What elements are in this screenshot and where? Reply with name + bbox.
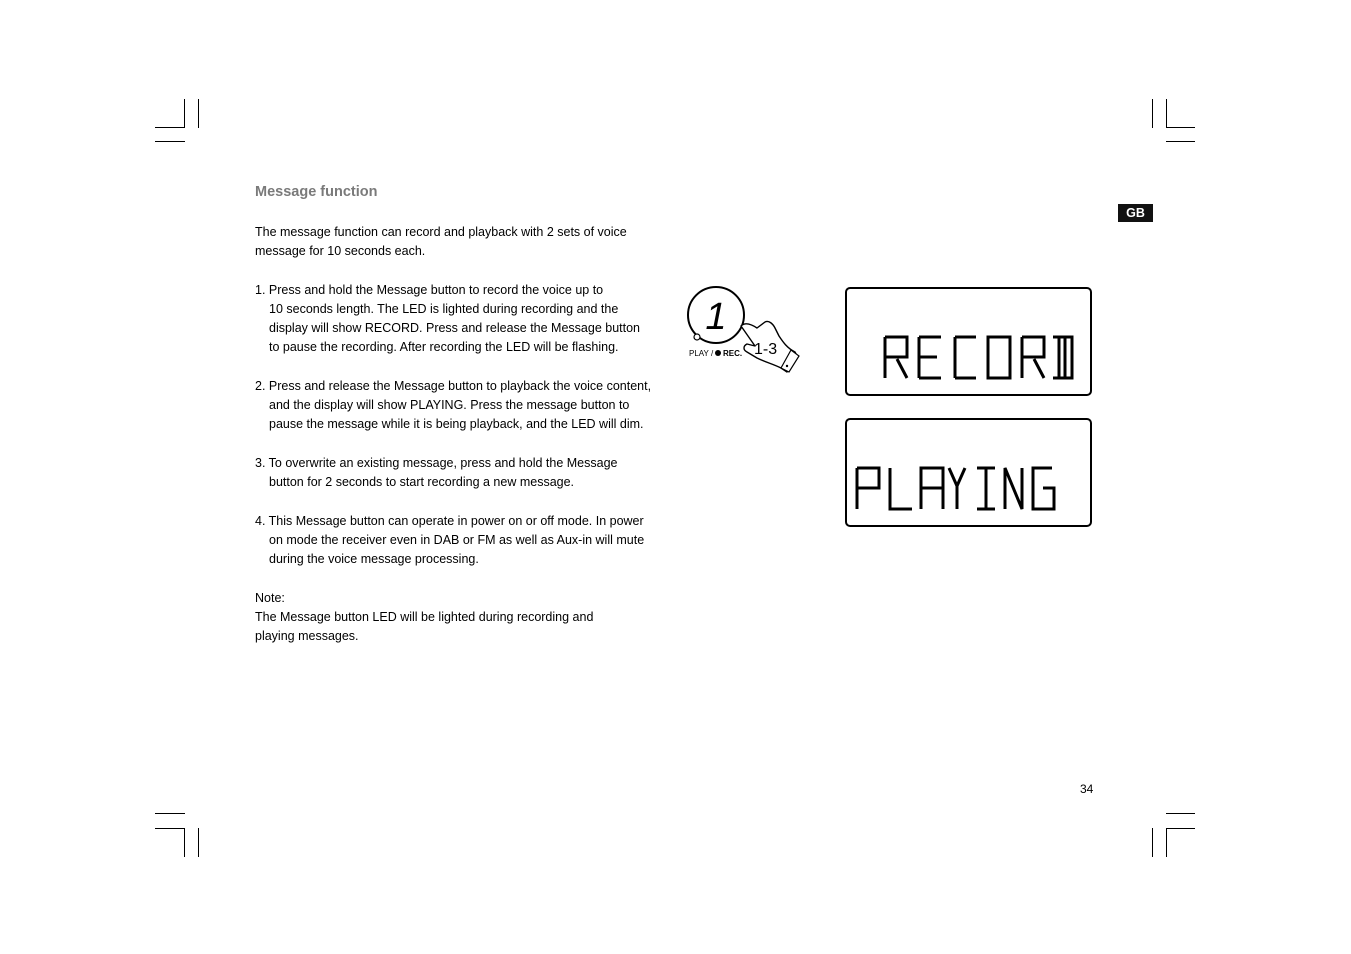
svg-text:1: 1 (705, 296, 727, 338)
message-button-icon (683, 284, 803, 376)
record-segment-text (847, 289, 1090, 394)
note: Note: The Message button LED will be lighted during recording and playing messages. (255, 591, 594, 643)
svg-text:1-3: 1-3 (754, 341, 778, 358)
step-1: 1. Press and hold the Message button to record the voice up to 10 seconds length. The LED is lighted during recording and the display will show RECORD. Press and release the Message button to pause the recording. After recording the LED will be flashing. (255, 283, 641, 354)
step-4: 4. This Message button can operate in power on or off mode. In power on mode the receiver even in DAB or FM as well as Aux-in will mute during the voice message processing. (255, 514, 645, 566)
lcd-record-display (845, 287, 1092, 396)
playing-segment-text (847, 420, 1090, 525)
svg-text:PLAY /: PLAY / (689, 349, 714, 358)
step-3: 3. To overwrite an existing message, press and hold the Message button for 2 seconds to start recording a new message. (255, 456, 618, 489)
step-2: 2. Press and release the Message button to playback the voice content, and the display will show PLAYING. Press the message button to pause the message while it is being playback, and the LED will dim. (255, 379, 652, 431)
section-title: Message function (255, 184, 378, 200)
language-badge: GB (1118, 204, 1153, 222)
page-number: 34 (1080, 782, 1094, 796)
button-illustration (683, 284, 803, 376)
note-label: Note: (255, 591, 285, 605)
intro-paragraph: The message function can record and playback with 2 sets of voice message for 10 seconds each. (255, 225, 627, 258)
svg-text:REC.: REC. (723, 349, 743, 358)
lcd-playing-display (845, 418, 1092, 527)
